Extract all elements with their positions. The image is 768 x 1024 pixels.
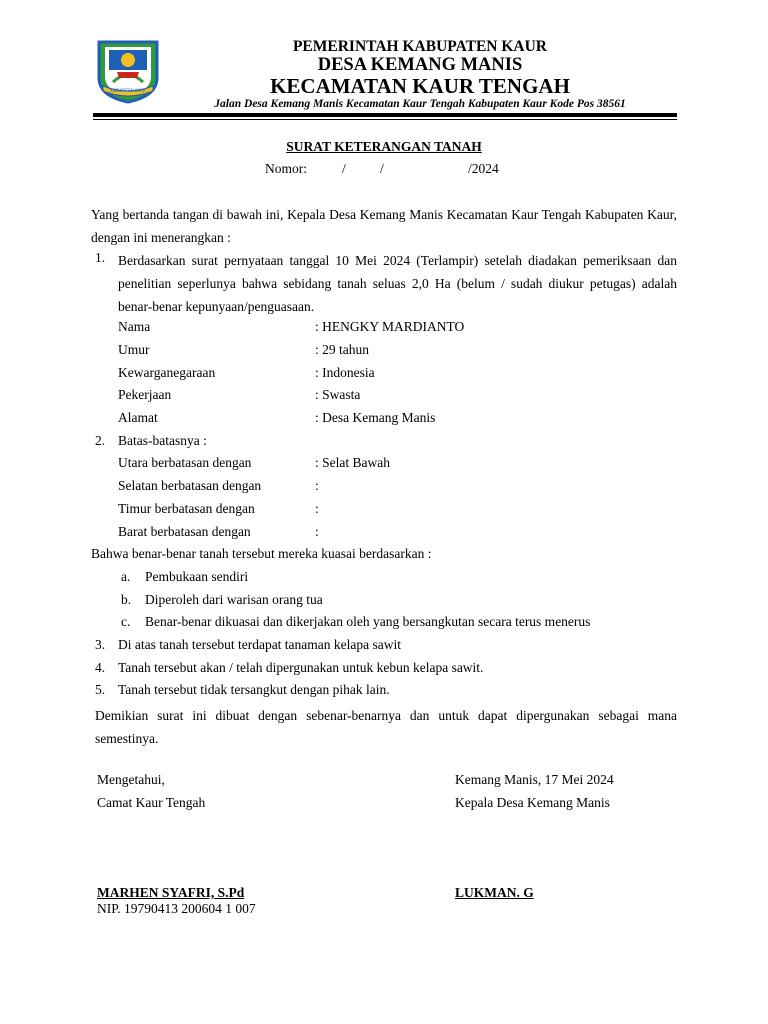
- field-value-umur: : 29 tahun: [315, 342, 369, 357]
- sign-left-line1: Mengetahui,: [97, 772, 165, 787]
- basis-b-letter: b.: [121, 592, 132, 607]
- field-value-pekerjaan: : Swasta: [315, 387, 361, 402]
- item-1-number: 1.: [95, 250, 106, 265]
- sign-left-nip: NIP. 19790413 200604 1 007: [97, 901, 256, 916]
- item-5-number: 5.: [95, 682, 106, 697]
- item-3-text: Di atas tanah tersebut terdapat tanaman kelapa sawit: [118, 637, 402, 652]
- basis-b-text: Diperoleh dari warisan orang tua: [145, 592, 323, 607]
- field-label-alamat: Alamat: [118, 410, 158, 425]
- boundary-value-north: : Selat Bawah: [315, 455, 390, 470]
- sign-right-line1: Kemang Manis, 17 Mei 2024: [455, 772, 614, 787]
- header-address: Jalan Desa Kemang Manis Kecamatan Kaur Tengah Kabupaten Kaur Kode Pos 38561: [214, 98, 626, 110]
- field-label-pekerjaan: Pekerjaan: [118, 387, 172, 402]
- item-4-number: 4.: [95, 660, 106, 675]
- field-value-kewarganegaraan: : Indonesia: [315, 365, 375, 380]
- sign-left-name: MARHEN SYAFRI, S.Pd: [97, 885, 245, 900]
- item-2-number: 2.: [95, 433, 106, 448]
- logo-banner-text: KABUPATEN KAUR: [110, 88, 146, 93]
- boundary-label-north: Utara berbatasan dengan: [118, 455, 252, 470]
- boundary-value-east: :: [315, 501, 319, 516]
- kabupaten-kaur-logo: [93, 38, 163, 104]
- closing-paragraph: Demikian surat ini dibuat dengan sebenar-benarnya dan untuk dapat dipergunakan sebagai mana semestinya.: [95, 708, 677, 746]
- boundary-label-east: Timur berbatasan dengan: [118, 501, 255, 516]
- boundary-value-west: :: [315, 524, 319, 539]
- field-label-umur: Umur: [118, 342, 150, 357]
- field-label-nama: Nama: [118, 319, 151, 334]
- document-title: SURAT KETERANGAN TANAH: [286, 139, 482, 154]
- nomor-label: Nomor:: [265, 161, 307, 176]
- sign-right-line2: Kepala Desa Kemang Manis: [455, 795, 610, 810]
- sign-right-name: LUKMAN. G: [455, 885, 534, 900]
- header-government: PEMERINTAH KABUPATEN KAUR: [292, 38, 548, 55]
- sign-left-line2: Camat Kaur Tengah: [97, 795, 206, 810]
- header-rule-thick: [93, 113, 677, 117]
- item-2-text: Batas-batasnya :: [118, 433, 207, 448]
- nomor-separator-1: /: [342, 161, 346, 176]
- basis-a-text: Pembukaan sendiri: [145, 569, 249, 584]
- basis-c-text: Benar-benar dikuasai dan dikerjakan oleh yang bersangkutan secara terus menerus: [145, 614, 591, 629]
- nomor-year: /2024: [468, 161, 499, 176]
- nomor-separator-2: /: [380, 161, 384, 176]
- boundary-value-south: :: [315, 478, 319, 493]
- field-value-alamat: : Desa Kemang Manis: [315, 410, 436, 425]
- basis-text: Bahwa benar-benar tanah tersebut mereka kuasai berdasarkan :: [91, 546, 432, 561]
- header-district: KECAMATAN KAUR TENGAH: [270, 74, 570, 98]
- field-value-nama: : HENGKY MARDIANTO: [315, 319, 465, 334]
- basis-c-letter: c.: [121, 614, 131, 629]
- item-1-text: Berdasarkan surat pernyataan tanggal 10 Mei 2024 (Terlampir) setelah diadakan pemeriksaan dan penelitian seperlunya bahwa sebidang tanah seluas 2,0 Ha (belum / sudah diukur petugas) adalah benar-benar kepunyaan/penguasaan.: [118, 253, 677, 314]
- item-4-text: Tanah tersebut akan / telah dipergunakan untuk kebun kelapa sawit.: [118, 660, 484, 675]
- intro-paragraph: Yang bertanda tangan di bawah ini, Kepala Desa Kemang Manis Kecamatan Kaur Tengah Kabupaten Kaur, dengan ini menerangkan :: [91, 207, 677, 245]
- basis-a-letter: a.: [121, 569, 131, 584]
- item-3-number: 3.: [95, 637, 106, 652]
- item-5-text: Tanah tersebut tidak tersangkut dengan pihak lain.: [118, 682, 390, 697]
- header-rule-thin: [93, 119, 677, 120]
- header-village: DESA KEMANG MANIS: [317, 55, 523, 75]
- boundary-label-west: Barat berbatasan dengan: [118, 524, 251, 539]
- boundary-label-south: Selatan berbatasan dengan: [118, 478, 262, 493]
- field-label-kewarganegaraan: Kewarganegaraan: [118, 365, 216, 380]
